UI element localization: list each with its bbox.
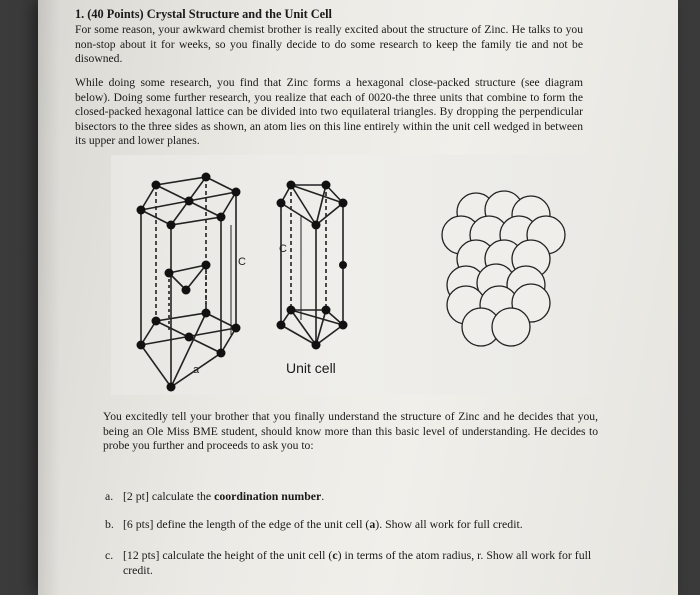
question-letter: a. — [105, 489, 114, 503]
brother-paragraph: You excitedly tell your brother that you finally understand the structure of Zinc and he decides that you, being an Ole Miss BME student, should know more than this basic level of understanding. He decides to probe you further and proceeds to ask you to: — [103, 410, 598, 453]
label-a: a — [193, 364, 200, 376]
intro-paragraph: For some reason, your awkward chemist brother is really excited about the structure of Zinc. He talks to you non-stop about it for weeks, so you finally decide to do some research to keep the family tie and not be disowned. — [75, 23, 583, 66]
page-shadow — [0, 0, 60, 595]
unit-cell-caption: Unit cell — [286, 360, 336, 376]
hcp-figure — [111, 155, 589, 395]
hcp-diagram — [111, 155, 589, 395]
problem-title: 1. (40 Points) Crystal Structure and the Unit Cell — [75, 7, 332, 21]
question-letter: b. — [105, 517, 114, 531]
label-c-left: C — [238, 256, 246, 268]
question-letter: c. — [105, 548, 114, 562]
label-c-right: C — [279, 243, 287, 255]
research-paragraph: While doing some research, you find that Zinc forms a hexagonal close-packed structure (see diagram below). Doing some further research, you realize that each of 0020-the three units that combine to form the closed-packed hexagonal lattice can be divided into two equilateral triangles. By dropping the perpendicular bisectors to the three sides as shown, an atom lies on this line entirely within the unit cell wedged in between its upper and lower planes. — [75, 76, 583, 148]
